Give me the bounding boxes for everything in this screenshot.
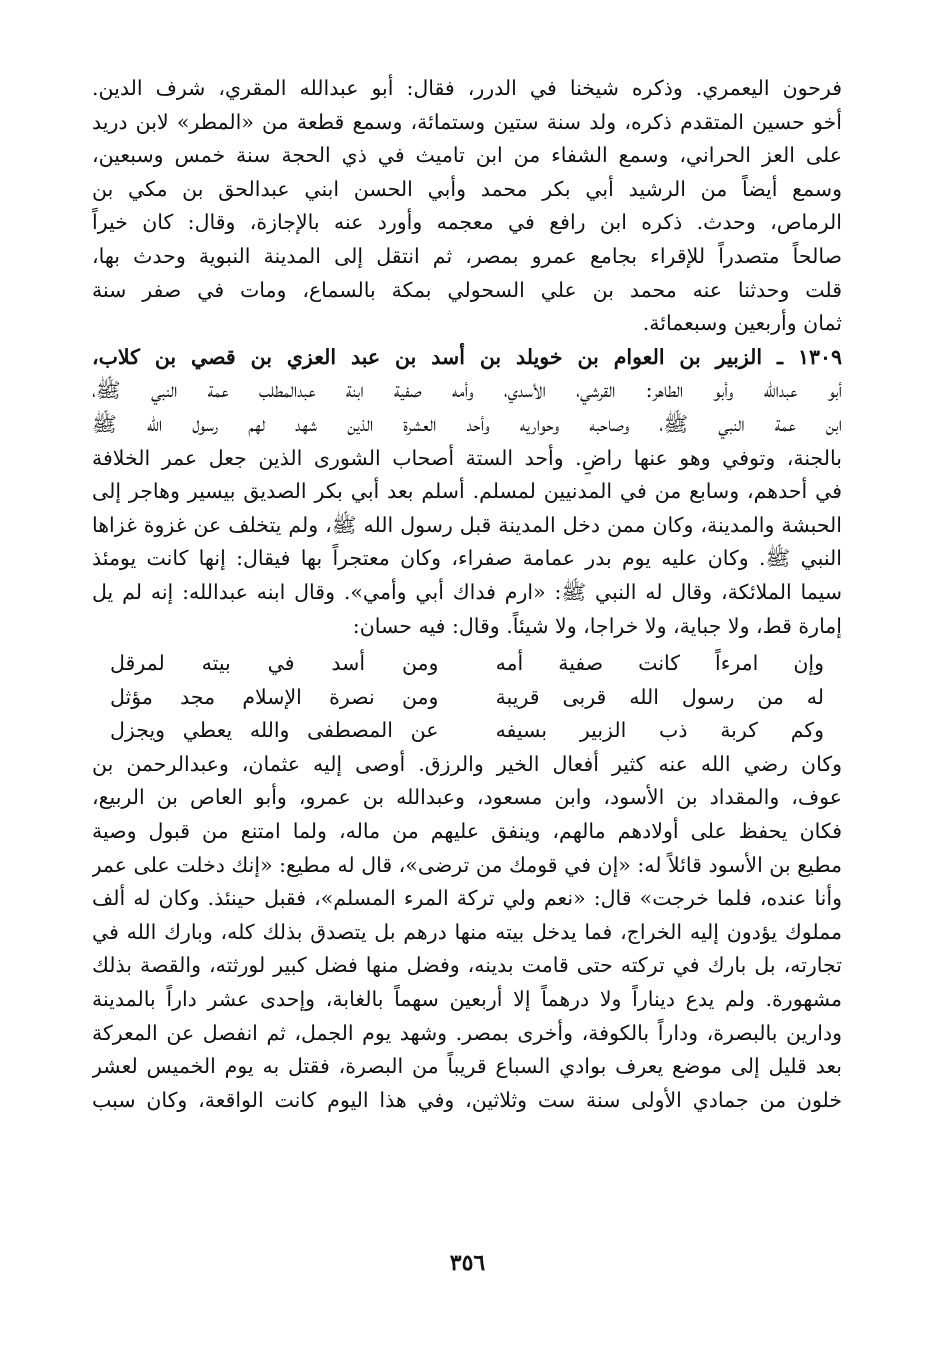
- text-line: النبي ﷺ. وكان عليه يوم بدر عمامة صفراء، وكان معتجراً بها فيقال: إنها كانت يومئذ: [92, 546, 842, 571]
- entry-heading: ١٣٠٩ ـ الزبير بن العوام بن خويلد بن أسد بن عبد العزي بن قصي بن كلاب،: [92, 344, 842, 369]
- verse-first-hemistich: وكم كربة ذب الزبير بسيفه: [495, 718, 824, 743]
- verse-first-hemistich: وإن امرءاً كانت صفية أمه: [495, 651, 824, 676]
- text-line: الرماص، وحدث. ذكره ابن رافع في معجمه وأورد عنه بالإجازة، وقال: كان خيراً: [92, 210, 842, 235]
- paragraph-continuation: [92, 748, 842, 1118]
- paragraph-previous-entry: [92, 72, 842, 341]
- poem: [110, 647, 824, 748]
- text-line: قلت وحدثنا عنه محمد بن علي السحولي بمكة بالسماع، ومات في صفر سنة: [92, 277, 842, 302]
- paragraph-entry-1309: [92, 341, 842, 643]
- text-line: وأنا عنده، فلما خرجت» قال: «نعم ولي تركة المرء المسلم»، فقبل حينئذ. وكان له ألف: [92, 886, 842, 911]
- verse-second-hemistich: ومن أسد في بيته لمرقل: [110, 651, 439, 676]
- text-line: مشهورة. ولم يدع ديناراً ولا درهماً إلا أربعين سهماً بالغابة، وإحدى عشر داراً بالمدينة: [92, 987, 842, 1012]
- verse-second-hemistich: ومن نصرة الإسلام مجد مؤثل: [110, 684, 439, 709]
- text-line: ودارين بالبصرة، وداراً بالكوفة، وأخرى بمصر. وشهد يوم الجمل، ثم انفصل عن المعركة: [92, 1020, 842, 1045]
- page-body: [92, 72, 842, 1117]
- text-line: تجارته، بل بارك في تركته حتى قامت بدينه، وفضل منها فضل كبير لورثته، والقصة بذلك: [92, 953, 842, 978]
- text-line: عوف، والمقداد بن الأسود، وابن مسعود، وعبدالله بن عمرو، وأبو العاص بن الربيع،: [92, 785, 842, 810]
- text-line: فرحون اليعمري. وذكره شيخنا في الدرر، فقال: أبو عبدالله المقري، شرف الدين.: [92, 76, 842, 100]
- text-line: وسمع أيضاً من الرشيد أبي بكر محمد وأبي الحسن ابني عبدالحق بن مكي بن: [92, 176, 842, 201]
- text-line: بعد قليل إلى موضع يعرف بوادي السباع قريباً من البصرة، فقتل به يوم الخميس لعشر: [92, 1054, 842, 1079]
- text-line: سيما الملائكة، وقال له النبي ﷺ: «ارم فداك أبي وأمي». وقال ابنه عبدالله: إنه لم يل: [92, 579, 842, 604]
- poem-verse: [110, 647, 824, 681]
- text-line: مملوك يؤدون إليه الخراج، فما يدخل بيته منها درهم بل يتصدق بذلك كله، وبارك الله في: [92, 919, 842, 944]
- text-line: أخو حسين المتقدم ذكره، ولد سنة ستين وستمائة، وسمع قطعة من «المطر» لابن دريد: [92, 109, 842, 134]
- text-line: خلون من جمادي الأولى سنة ست وثلاثين، وفي هذا اليوم كانت الواقعة، وكان سبب: [92, 1087, 842, 1112]
- text-line: وكان رضي الله عنه كثير أفعال الخير والرزق. أوصى إليه عثمان، وعبدالرحمن بن: [92, 751, 842, 776]
- page-number: ٣٥٦: [449, 1250, 486, 1276]
- verse-second-hemistich: عن المصطفى والله يعطي ويجزل: [110, 718, 439, 743]
- text-line: أبو عبدالله وأبو الطاهر: القرشي، الأسدي، وأمه صفية ابنة عبدالمطلب عمة النبي ﷺ،: [92, 378, 842, 403]
- verse-first-hemistich: له من رسول الله قربى قريبة: [495, 684, 824, 709]
- poem-verse: [110, 714, 824, 748]
- text-line: الحبشة والمدينة، وكان ممن دخل المدينة قبل رسول الله ﷺ، ولم يتخلف عن غزوة غزاها: [92, 512, 842, 537]
- text-line: فكان يحفظ على أولادهم مالهم، وينفق عليهم من ماله، ولما امتنع من قبول وصية: [92, 819, 842, 844]
- text-line: ابن عمة النبي ﷺ، وصاحبه وحواريه وأحد العشرة الذين شهد لهم رسول الله ﷺ: [92, 411, 842, 436]
- text-line: إمارة قط، ولا جباية، ولا خراجا، ولا شيئاً. وقال: فيه حسان:: [352, 613, 842, 638]
- text-line: بالجنة، وتوفي وهو عنها راضٍ. وأحد الستة أصحاب الشورى الذين جعل عمر الخلافة: [92, 445, 842, 470]
- text-line: ثمان وأربعين وسبعمائة.: [642, 311, 842, 336]
- text-line: مطيع بن الأسود قائلاً له: «إن في قومك من ترضى»، قال له مطيع: «إنك دخلت على عمر: [92, 852, 842, 877]
- poem-verse: [110, 681, 824, 715]
- text-line: في أحدهم، وسابع من في المدنيين لمسلم. أسلم بعد أبي بكر الصديق بيسير وهاجر إلى: [92, 479, 842, 504]
- text-line: على العز الحراني، وسمع الشفاء من ابن تاميث في ذي الحجة سنة خمس وسبعين،: [92, 143, 842, 168]
- text-line: صالحاً متصدراً للإقراء بجامع عمرو بمصر، ثم انتقل إلى المدينة النبوية وحدث بها،: [92, 243, 842, 268]
